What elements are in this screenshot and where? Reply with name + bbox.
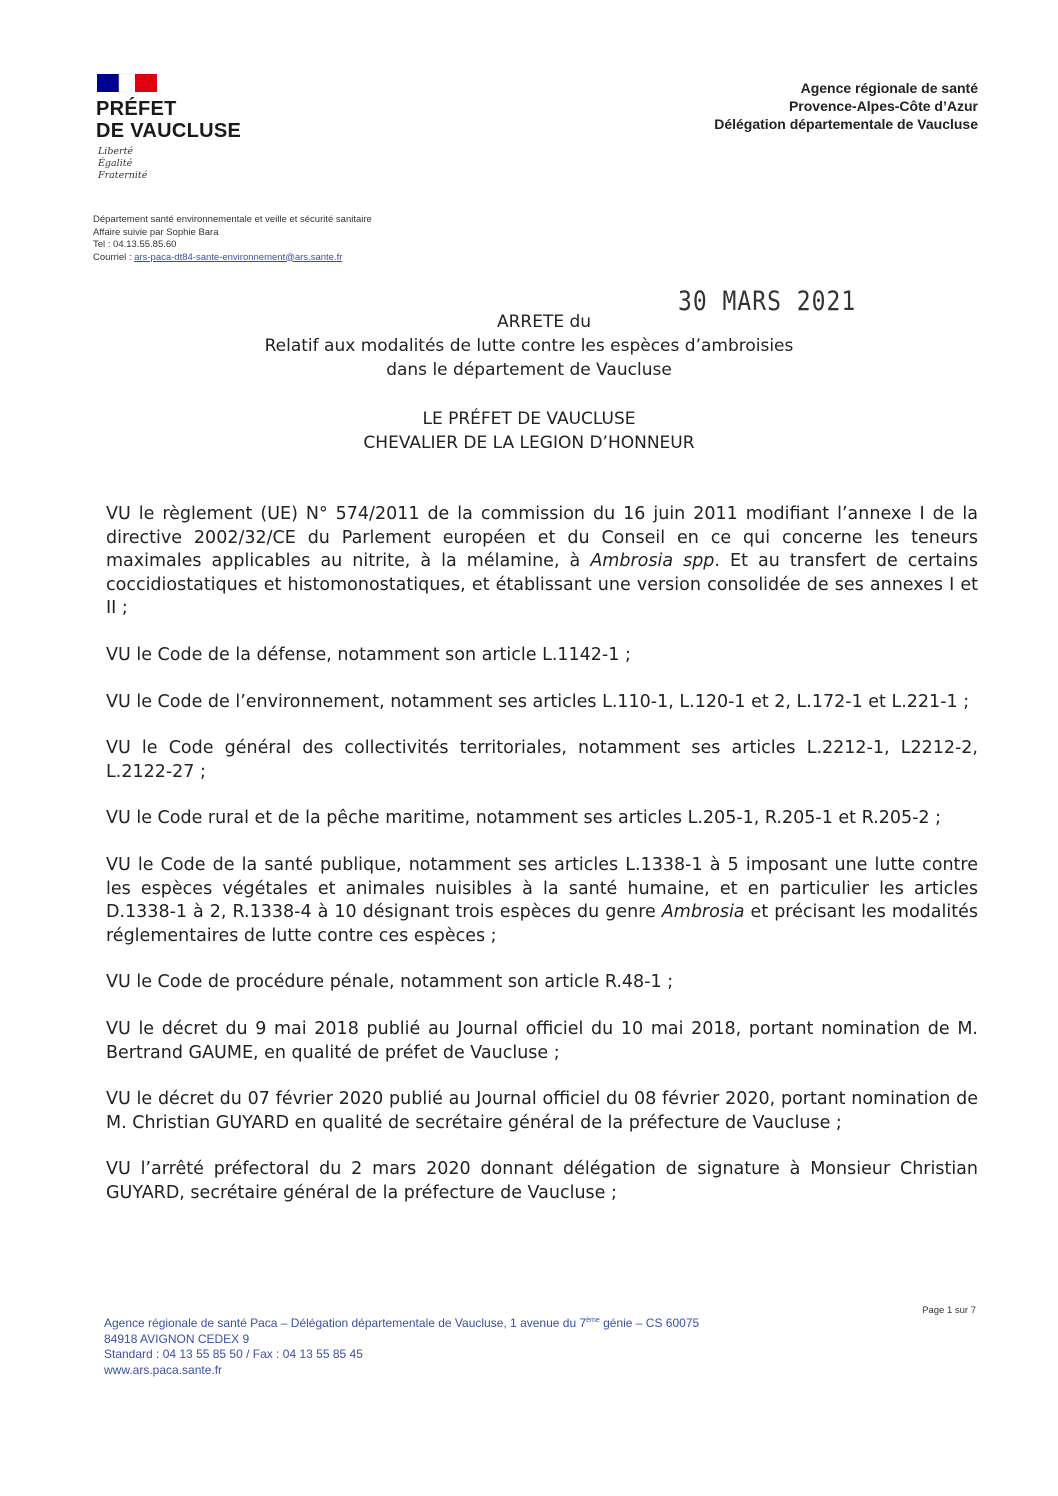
page-number: Page 1 sur 7 (922, 1305, 976, 1316)
footer-line-3: Standard : 04 13 55 85 50 / Fax : 04 13 55 85 45 (104, 1347, 363, 1361)
marianne-logo-icon (97, 72, 157, 94)
paragraph-5: VU le Code rural et de la pêche maritime, notamment ses articles L.205-1, R.205-1 et R.205-2 ; (106, 808, 942, 829)
prefect-name: LE PRÉFET DE VAUCLUSE (422, 409, 636, 429)
paragraph-1-italic: Ambrosia spp (590, 551, 715, 572)
marianne-profile-icon (119, 74, 135, 92)
flag-blue-icon (97, 74, 119, 92)
footer-line-1-end: génie – CS 60075 (599, 1316, 700, 1330)
paragraph-10: VU l’arrêté préfectoral du 2 mars 2020 donnant délégation de signature à Monsieur Christian GUYARD, secrétaire général de la préfecture de Vaucluse ; (106, 1159, 978, 1203)
paragraph-6-text-end: et précisant les modalités réglementaires de lutte contre ces espèces ; (106, 902, 978, 946)
flag-red-icon (135, 74, 157, 92)
paragraph-6-italic: Ambrosia (661, 902, 745, 923)
title-line-2: Relatif aux modalités de lutte contre les espèces d’ambroisies (264, 336, 794, 356)
email-label: Courriel : (93, 251, 135, 263)
email-link[interactable]: ars-paca-dt84-sante-environnement@ars.sante.fr (134, 251, 343, 263)
footer-line-1-text: Agence régionale de santé Paca – Délégation départementale de Vaucluse, 1 avenue du 7 (104, 1316, 587, 1330)
paragraph-4: VU le Code général des collectivités territoriales, notamment ses articles L.2212-1, L2212-2, L.2122-27 ; (106, 738, 978, 782)
document-body (106, 503, 978, 1228)
footer-line-2: 84918 AVIGNON CEDEX 9 (104, 1331, 250, 1346)
agency-line-3: Délégation départementale de Vaucluse (714, 116, 978, 132)
paragraph-6-text: VU le Code de la santé publique, notamment ses articles L.1338-1 à 5 imposant une lutte contre les espèces végétales et animales nuisibles à la santé humaine, et en particulier les articles D.1338-1 à 2, R.1338-4 à 10 désignant trois espèces du genre (106, 854, 978, 923)
footer-superscript: ème (586, 1317, 600, 1324)
paragraph-8: VU le décret du 9 mai 2018 publié au Journal officiel du 10 mai 2018, portant nomination de M. Bertrand GAUME, en qualité de préfet de Vaucluse ; (106, 1018, 978, 1063)
date-stamp: 30 MARS 2021 (678, 287, 857, 317)
paragraph-1 (106, 503, 978, 621)
paragraph-7: VU le Code de procédure pénale, notamment son article R.48-1 ; (106, 972, 674, 993)
motto-egalite: Égalité (98, 158, 133, 169)
paragraph-6 (106, 854, 978, 948)
dept-line-1: Département santé environnementale et veille et sécurité sanitaire (93, 214, 372, 225)
footer-line-1 (104, 1313, 699, 1332)
prefect-distinction: CHEVALIER DE LA LEGION D’HONNEUR (363, 433, 695, 453)
agency-header (714, 79, 978, 133)
title-line-1: ARRETE du (496, 312, 592, 332)
motto-liberte: Liberté (98, 146, 134, 157)
paragraph-3: VU le Code de l’environnement, notamment ses articles L.110-1, L.120-1 et 2, L.172-1 et L.221-1 ; (106, 691, 970, 712)
prefet-line-2: DE VAUCLUSE (96, 120, 242, 142)
prefet-title (96, 98, 241, 142)
agency-line-2: Provence-Alpes-Côte d’Azur (788, 98, 978, 114)
dept-line-2: Affaire suivie par Sophie Bara (93, 226, 219, 238)
footer-address (104, 1313, 699, 1378)
dept-line-3: Tel : 04.13.55.85.60 (93, 239, 177, 250)
dept-email-row (93, 252, 372, 265)
paragraph-2: VU le Code de la défense, notamment son article L.1142-1 ; (106, 644, 631, 665)
footer-website[interactable]: www.ars.paca.sante.fr (104, 1362, 223, 1377)
department-contact (93, 214, 372, 264)
paragraph-1-text-end: . Et au transfert de certains coccidiostatiques et histomonostatiques, et établissant une version consolidée de ses annexes I et II ; (106, 551, 978, 619)
arrete-title (0, 310, 1058, 455)
republic-motto (98, 146, 147, 182)
motto-fraternite: Fraternité (98, 170, 148, 181)
paragraph-9: VU le décret du 07 février 2020 publié au Journal officiel du 08 février 2020, portant nomination de M. Christian GUYARD en qualité de secrétaire général de la préfecture de Vaucluse ; (106, 1089, 978, 1133)
paragraph-1-text: VU le règlement (UE) N° 574/2011 de la commission du 16 juin 2011 modifiant l’annexe I de la directive 2002/32/CE du Parlement européen et du Conseil en ce qui concerne les teneurs maximales applicables au nitrite, à la mélamine, à (106, 504, 978, 572)
prefet-line-1: PRÉFET (96, 98, 177, 120)
title-line-3: dans le département de Vaucluse (386, 360, 672, 380)
agency-line-1: Agence régionale de santé (800, 80, 978, 96)
